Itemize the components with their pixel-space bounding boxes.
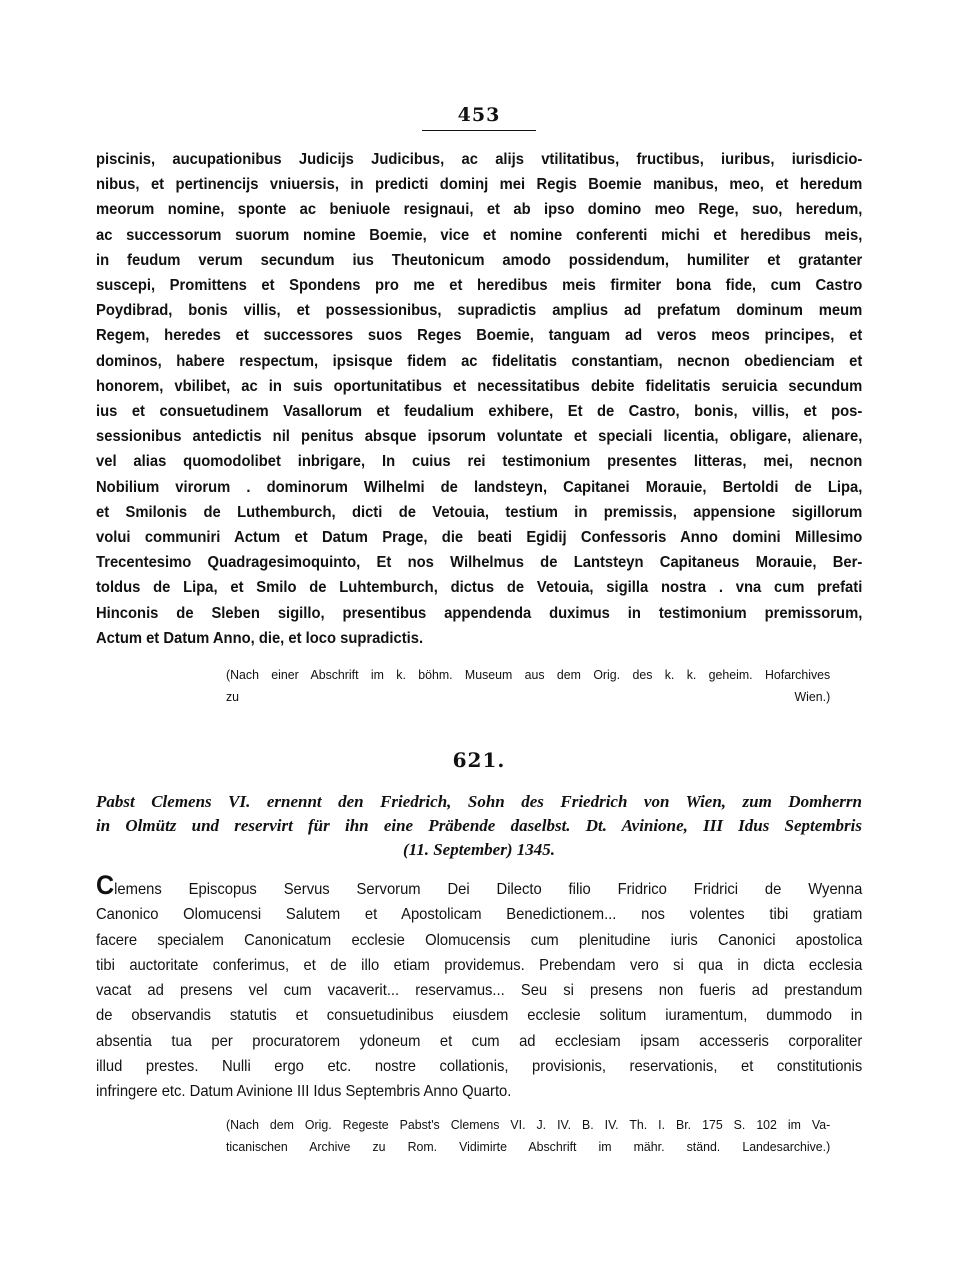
document-heading [96,790,862,862]
note-line: (Nach einer Abschrift im k. böhm. Museum aus dem Orig. des k. k. geheim. Hofarchives [226,667,831,682]
document-body-continued [96,147,862,651]
body-line: toldus de Lipa, et Smilo de Luhtemburch, dictus de Vetouia, sigilla nostra . vna cum prefati [96,579,863,597]
body-line: sessionibus antedictis nil penitus absque ipsorum voluntate et speciali licentia, obligare, alienare, [96,428,863,446]
body-line: vel alias quomodolibet inbrigare, In cuius rei testimonium presentes litteras, mei, necnon [96,453,863,471]
page-number: 453 [457,104,501,126]
body-line-text: lemens Episcopus Servus Servorum Dei Dilecto filio Fridrico Fridrici de Wyenna [114,881,863,898]
note-line: ticanischen Archive zu Rom. Vidimirte Abschrift im mähr. ständ. Landesarchive.) [226,1139,831,1154]
source-note-2 [226,1114,830,1158]
document-number: 621. [452,748,506,772]
body-line: Trecentesimo Quadragesimoquinto, Et nos Wilhelmus de Lantsteyn Capitaneus Morauie, Ber- [96,554,863,572]
body-line: et Smilonis de Luthemburch, dicti de Vetouia, testium in premissis, appensione sigillorum [96,503,863,521]
body-line: honorem, vbilibet, ac in suis oportunitatibus et necessitatibus debite fidelitatis seruicia secundum [96,377,863,395]
heading-line: Pabst Clemens VI. ernennt den Friedrich, Sohn des Friedrich von Wien, zum Domherrn [96,792,862,811]
body-line: Regem, heredes et successores suos Reges Boemie, tanguam ad veros meos principes, et [96,327,863,345]
body-line: ius et consuetudinem Vasallorum et feudalium exhibere, Et de Castro, bonis, villis, et pos- [96,403,863,421]
body-line: tibi auctoritate conferimus, et de illo etiam providemus. Prebendam vero si qua in dicta ecclesia [96,956,863,974]
note-line: zu Wien.) [226,689,831,704]
body-line: illud prestes. Nulli ergo etc. nostre collationis, provisionis, reservationis, et constitutionis [96,1058,863,1076]
heading-line: (11. September) 1345. [402,840,556,859]
heading-line: in Olmütz und reservirt für ihn eine Präbende daselbst. Dt. Avinione, III Idus Septembris [96,816,862,835]
body-line: in feudum verum secundum ius Theutonicum amodo possidendum, humiliter et gratanter [96,251,863,269]
body-line: facere specialem Canonicatum ecclesie Olomucensis cum plenitudine iuris Canonici apostolica [96,931,863,949]
body-line: Actum et Datum Anno, die, et loco supradictis. [96,629,424,647]
body-line: piscinis, aucupationibus Judicijs Judicibus, ac alijs vtilitatibus, fructibus, iuribus, iurisdicio- [96,151,863,168]
body-line: Nobilium virorum . dominorum Wilhelmi de landsteyn, Capitanei Morauie, Bertoldi de Lipa, [96,478,863,496]
body-line: nibus, et pertinencijs vniuersis, in predicti dominj mei Regis Boemie manibus, meo, et heredum [96,176,863,194]
body-line: dominos, habere respectum, ipsisque fidem ac fidelitatis constantiam, necnon obedienciam et [96,352,863,370]
body-line: Hinconis de Sleben sigillo, presentibus appendenda duximus in testimonium premissorum, [96,604,863,622]
note-line: (Nach dem Orig. Regeste Pabst's Clemens VI. J. IV. B. IV. Th. I. Br. 175 S. 102 im Va- [226,1117,831,1132]
initial-letter: C [96,870,115,900]
body-line: infringere etc. Datum Avinione III Idus Septembris Anno Quarto. [96,1083,512,1101]
body-line: de observandis statutis et consuetudinibus eiusdem ecclesie solitum iuramentum, dummodo in [96,1007,863,1025]
body-line: absentia tua per procuratorem ydoneum et cum ad ecclesiam ipsam accesseris corporaliter [96,1032,863,1050]
body-line: suscepi, Promittens et Spondens pro me et heredibus meis firmiter bona fide, cum Castro [96,277,863,295]
source-note-1 [226,664,830,708]
body-line: Poydibrad, bonis villis, et possessionibus, supradictis amplius ad prefatum dominum meum [96,302,863,320]
document-body [96,870,863,1105]
body-line: ac successorum suorum nomine Boemie, vice et nomine conferenti michi et heredibus meis, [96,226,863,244]
body-line: vacat ad presens vel cum vacaverit... reservamus... Seu si presens non fueris ad prestandum [96,982,863,1000]
body-line [96,870,863,902]
body-line: meorum nomine, sponte ac beniuole resignaui, et ab ipso domino meo Rege, suo, heredum, [96,201,863,219]
body-line: Canonico Olomucensi Salutem et Apostolicam Benedictionem... nos volentes tibi gratiam [96,906,863,924]
body-line: volui communiri Actum et Datum Prage, die beati Egidij Confessoris Anno domini Millesimo [96,529,863,547]
page-number-rule [422,130,536,131]
